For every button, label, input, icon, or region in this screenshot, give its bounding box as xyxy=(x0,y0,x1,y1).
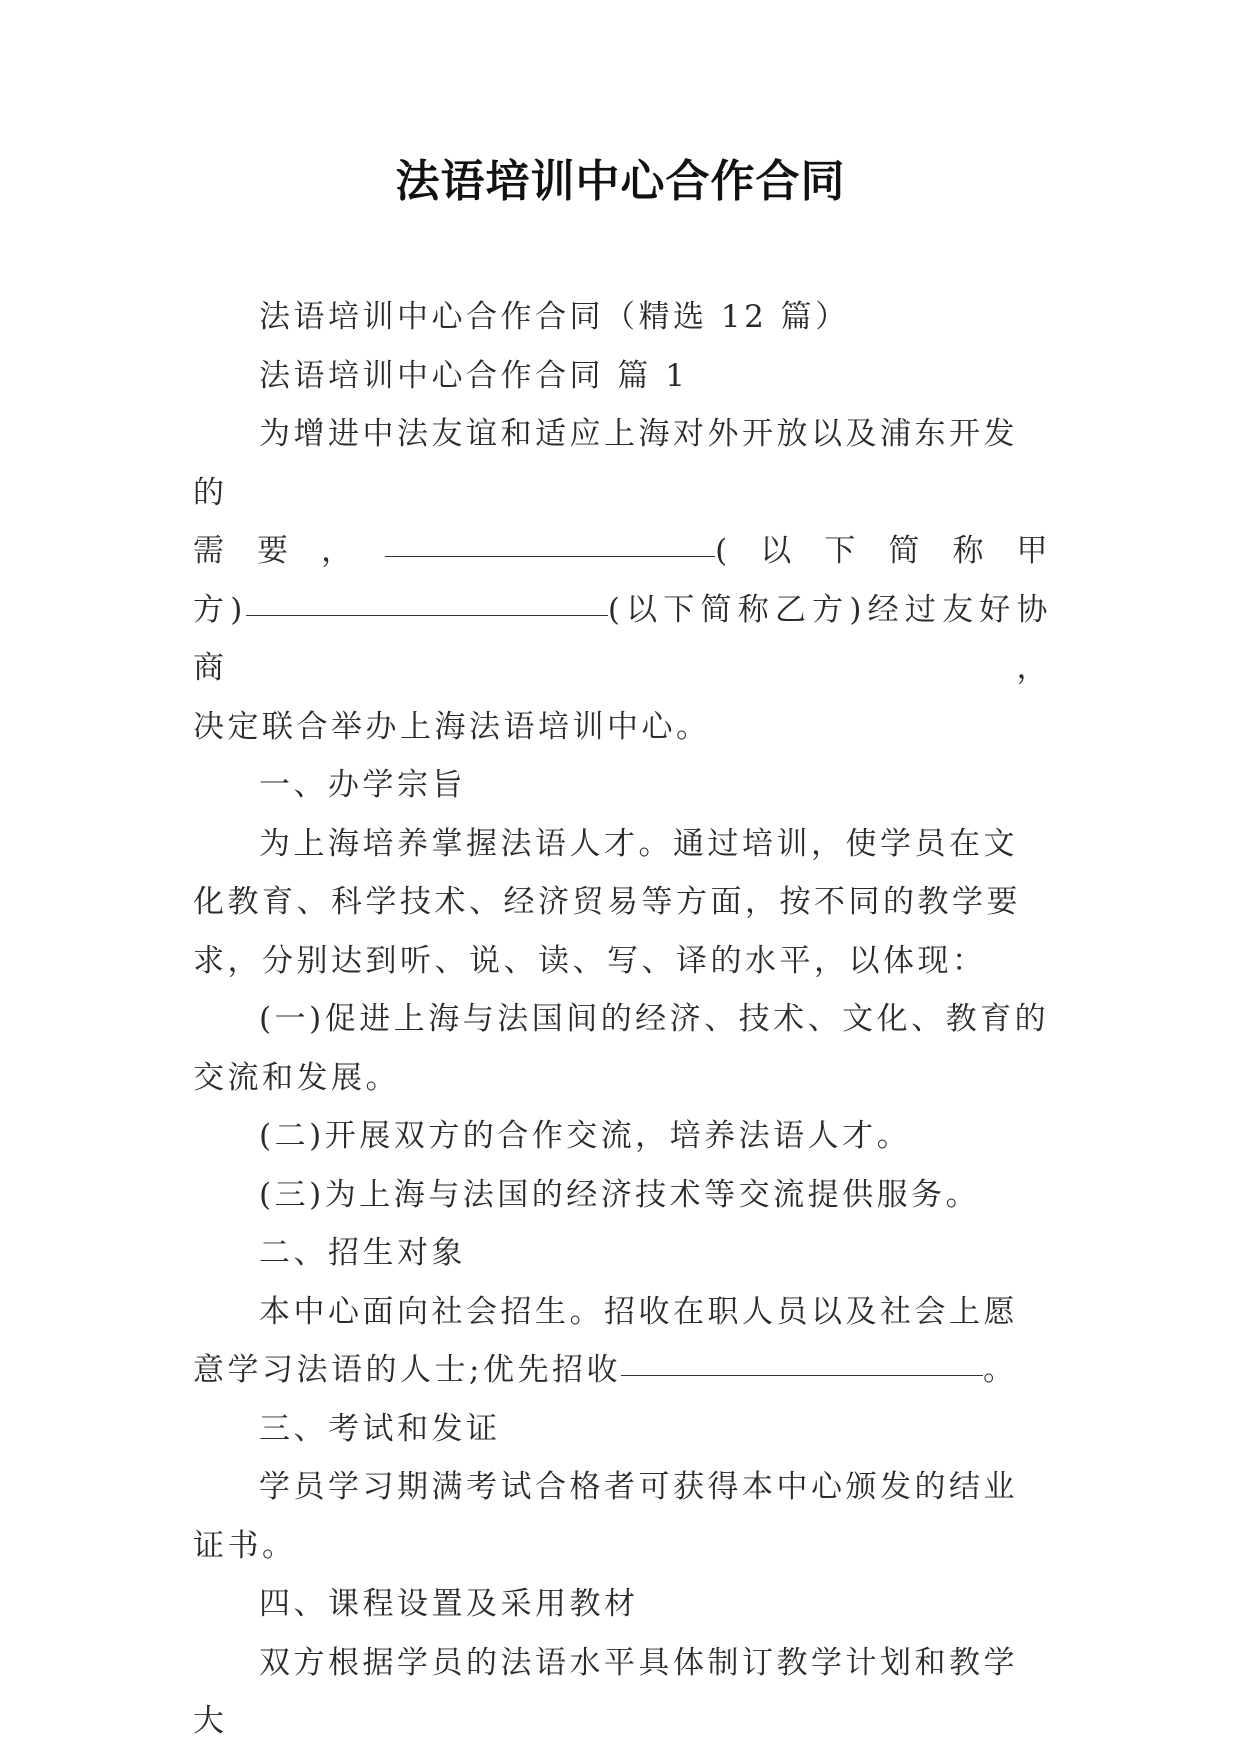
intro-line-3 xyxy=(193,581,1051,698)
paragraph-purpose: 为上海培养掌握法语人才。通过培训，使学员在文化教育、科学技术、经济贸易等方面，按不同的教学要求，分别达到听、说、读、写、译的水平，以体现： xyxy=(193,825,1021,979)
intro-text-need: 需要， xyxy=(193,533,386,569)
party-b-blank xyxy=(246,614,608,616)
paragraph-curriculum: 双方根据学员的法语水平具体制订教学计划和教学大 xyxy=(193,1644,1018,1739)
intro-text-party-a: (以下简称甲 xyxy=(715,533,1052,569)
intro-line-4: 决定联合举办上海法语培训中心。 xyxy=(193,708,711,745)
document-title: 法语培训中心合作合同 xyxy=(395,156,846,207)
section-heading: 法语培训中心合作合同 篇 1 xyxy=(259,357,689,394)
intro-text-party-b: (以下简称乙方)经过友好协商， xyxy=(193,591,1051,686)
paragraph-exam: 学员学习期满考试合格者可获得本中心颁发的结业证书。 xyxy=(193,1469,1018,1564)
heading-curriculum: 四、课程设置及采用教材 xyxy=(259,1586,639,1622)
enrollment-text: 本中心面向社会招生。招收在职人员以及社会上愿意学习法语的人士;优先招收 xyxy=(193,1293,1018,1388)
party-a-blank xyxy=(385,555,715,557)
intro-text-fang: 方) xyxy=(193,591,246,628)
purpose-item-2: (二)开展双方的合作交流，培养法语人才。 xyxy=(259,1118,912,1154)
paragraph-enrollment xyxy=(193,1283,1051,1400)
heading-enrollment: 二、招生对象 xyxy=(259,1235,466,1271)
purpose-item-1: (一)促进上海与法国间的经济、技术、文化、教育的交流和发展。 xyxy=(193,1001,1050,1096)
document-body xyxy=(193,288,1051,1751)
purpose-item-3: (三)为上海与法国的经济技术等交流提供服务。 xyxy=(259,1176,981,1213)
enrollment-period: 。 xyxy=(982,1352,1018,1388)
heading-purpose: 一、办学宗旨 xyxy=(259,767,466,803)
document-subtitle: 法语培训中心合作合同（精选 12 篇） xyxy=(259,299,850,335)
intro-line-2 xyxy=(193,522,1051,581)
heading-exam: 三、考试和发证 xyxy=(259,1410,501,1447)
priority-blank xyxy=(621,1374,983,1376)
intro-line-1: 为增进中法友谊和适应上海对外开放以及浦东开发的 xyxy=(193,416,1018,511)
